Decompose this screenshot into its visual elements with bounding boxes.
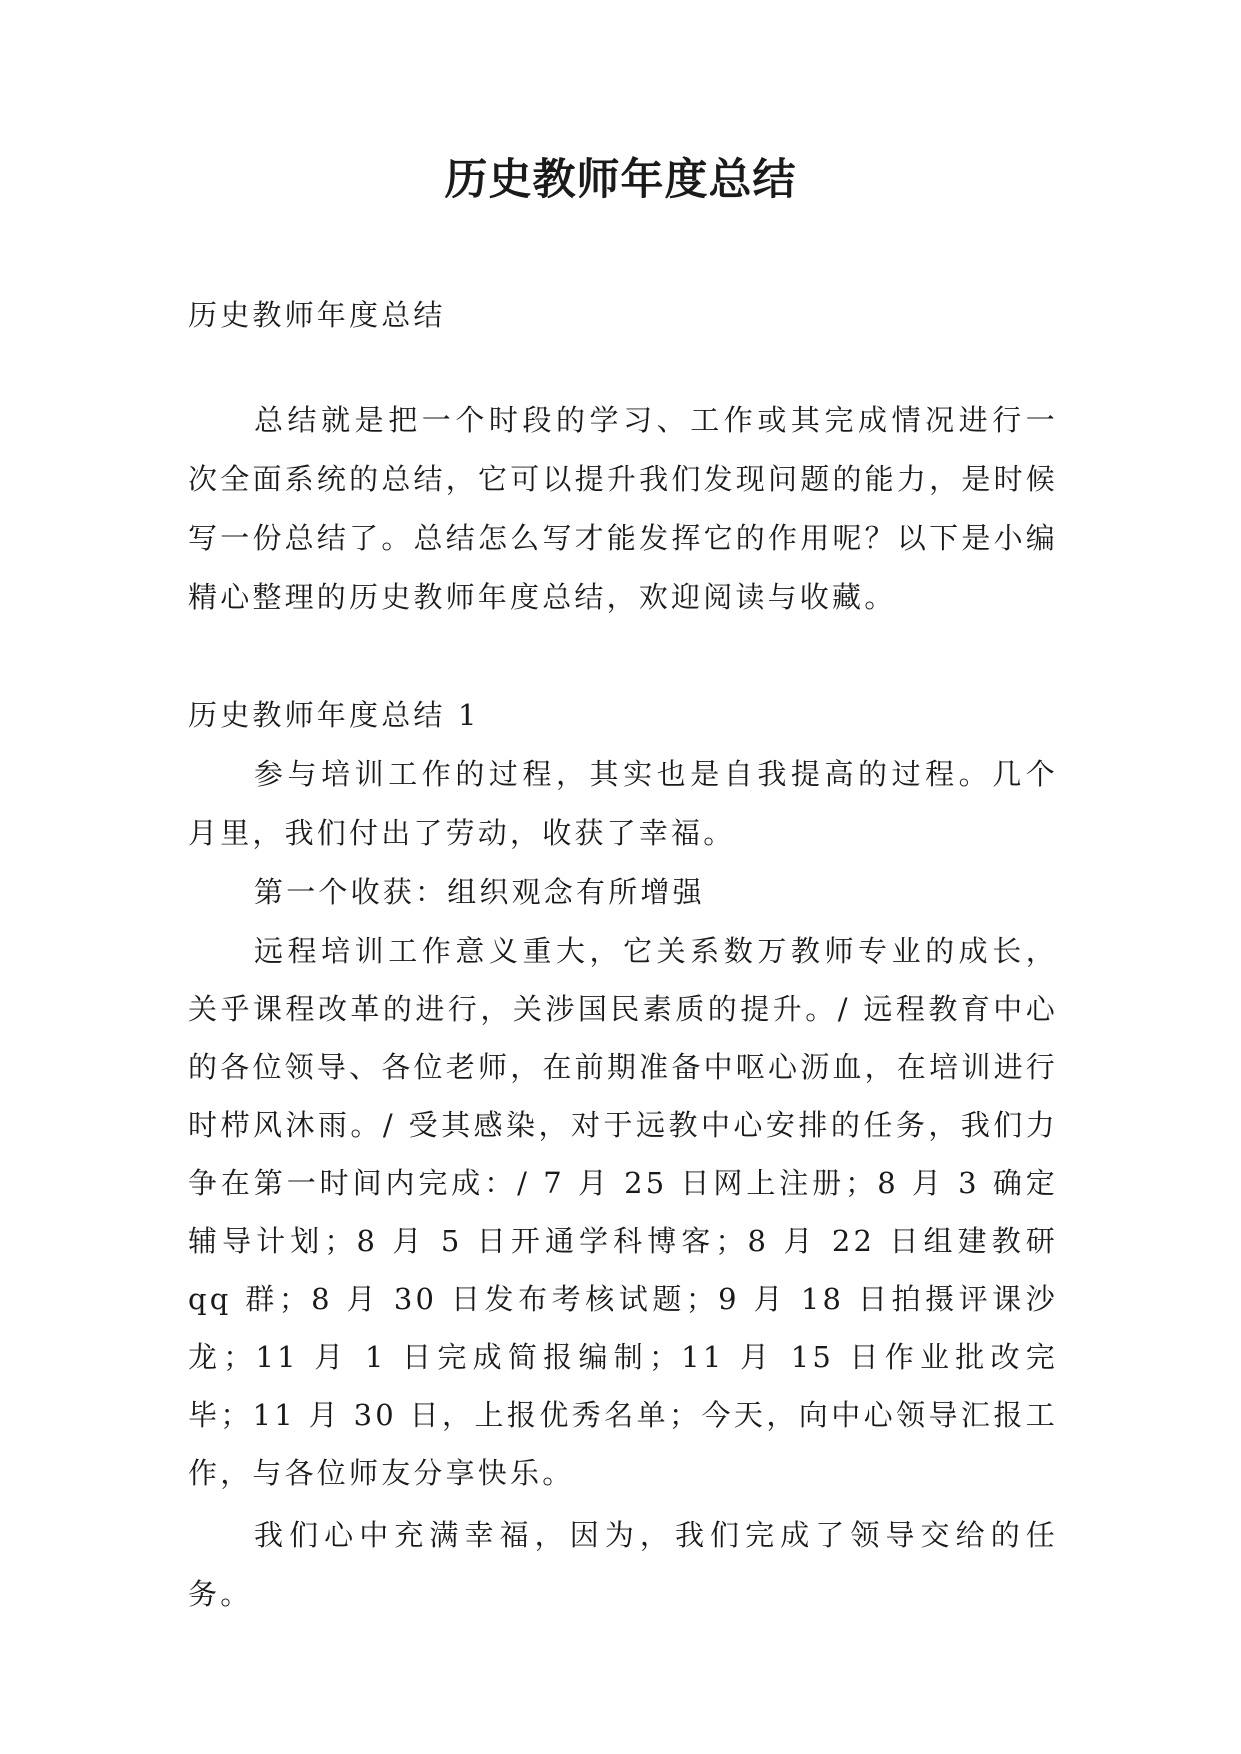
section-paragraph: 参与培训工作的过程，其实也是自我提高的过程。几个月里，我们付出了劳动，收获了幸福。 — [188, 757, 1058, 850]
section-paragraph: 我们心中充满幸福，因为，我们完成了领导交给的任务。 — [188, 1518, 1058, 1611]
section-heading: 历史教师年度总结 1 — [188, 698, 480, 732]
section-paragraph: 远程培训工作意义重大，它关系数万教师专业的成长，关乎课程改革的进行，关涉国民素质的提升。/ 远程教育中心的各位领导、各位老师，在前期准备中呕心沥血，在培训进行时栉风沐雨。/ 受其感染，对于远教中心安排的任务，我们力争在第一时间内完成：/ 7 月 25 日网上注册；8 月 3 确定辅导计划；8 月 5 日开通学科博客；8 月 22 日组建教研 qq 群；8 月 30 日发布考核试题；9 月 18 日拍摄评课沙龙；11 月 1 日完成简报编制；11 月 15 日作业批改完毕；11 月 30 日，上报优秀名单；今天，向中心领导汇报工作，与各位师友分享快乐。 — [188, 934, 1058, 1490]
document-body — [188, 287, 1058, 1624]
document-title: 历史教师年度总结 — [444, 155, 797, 205]
intro-paragraph: 总结就是把一个时段的学习、工作或其完成情况进行一次全面系统的总结，它可以提升我们发现问题的能力，是时候写一份总结了。总结怎么写才能发挥它的作用呢？以下是小编精心整理的历史教师年度总结，欢迎阅读与收藏。 — [188, 403, 1058, 614]
document-subtitle: 历史教师年度总结 — [188, 298, 446, 332]
section-subheading: 第一个收获：组织观念有所增强 — [254, 875, 705, 909]
